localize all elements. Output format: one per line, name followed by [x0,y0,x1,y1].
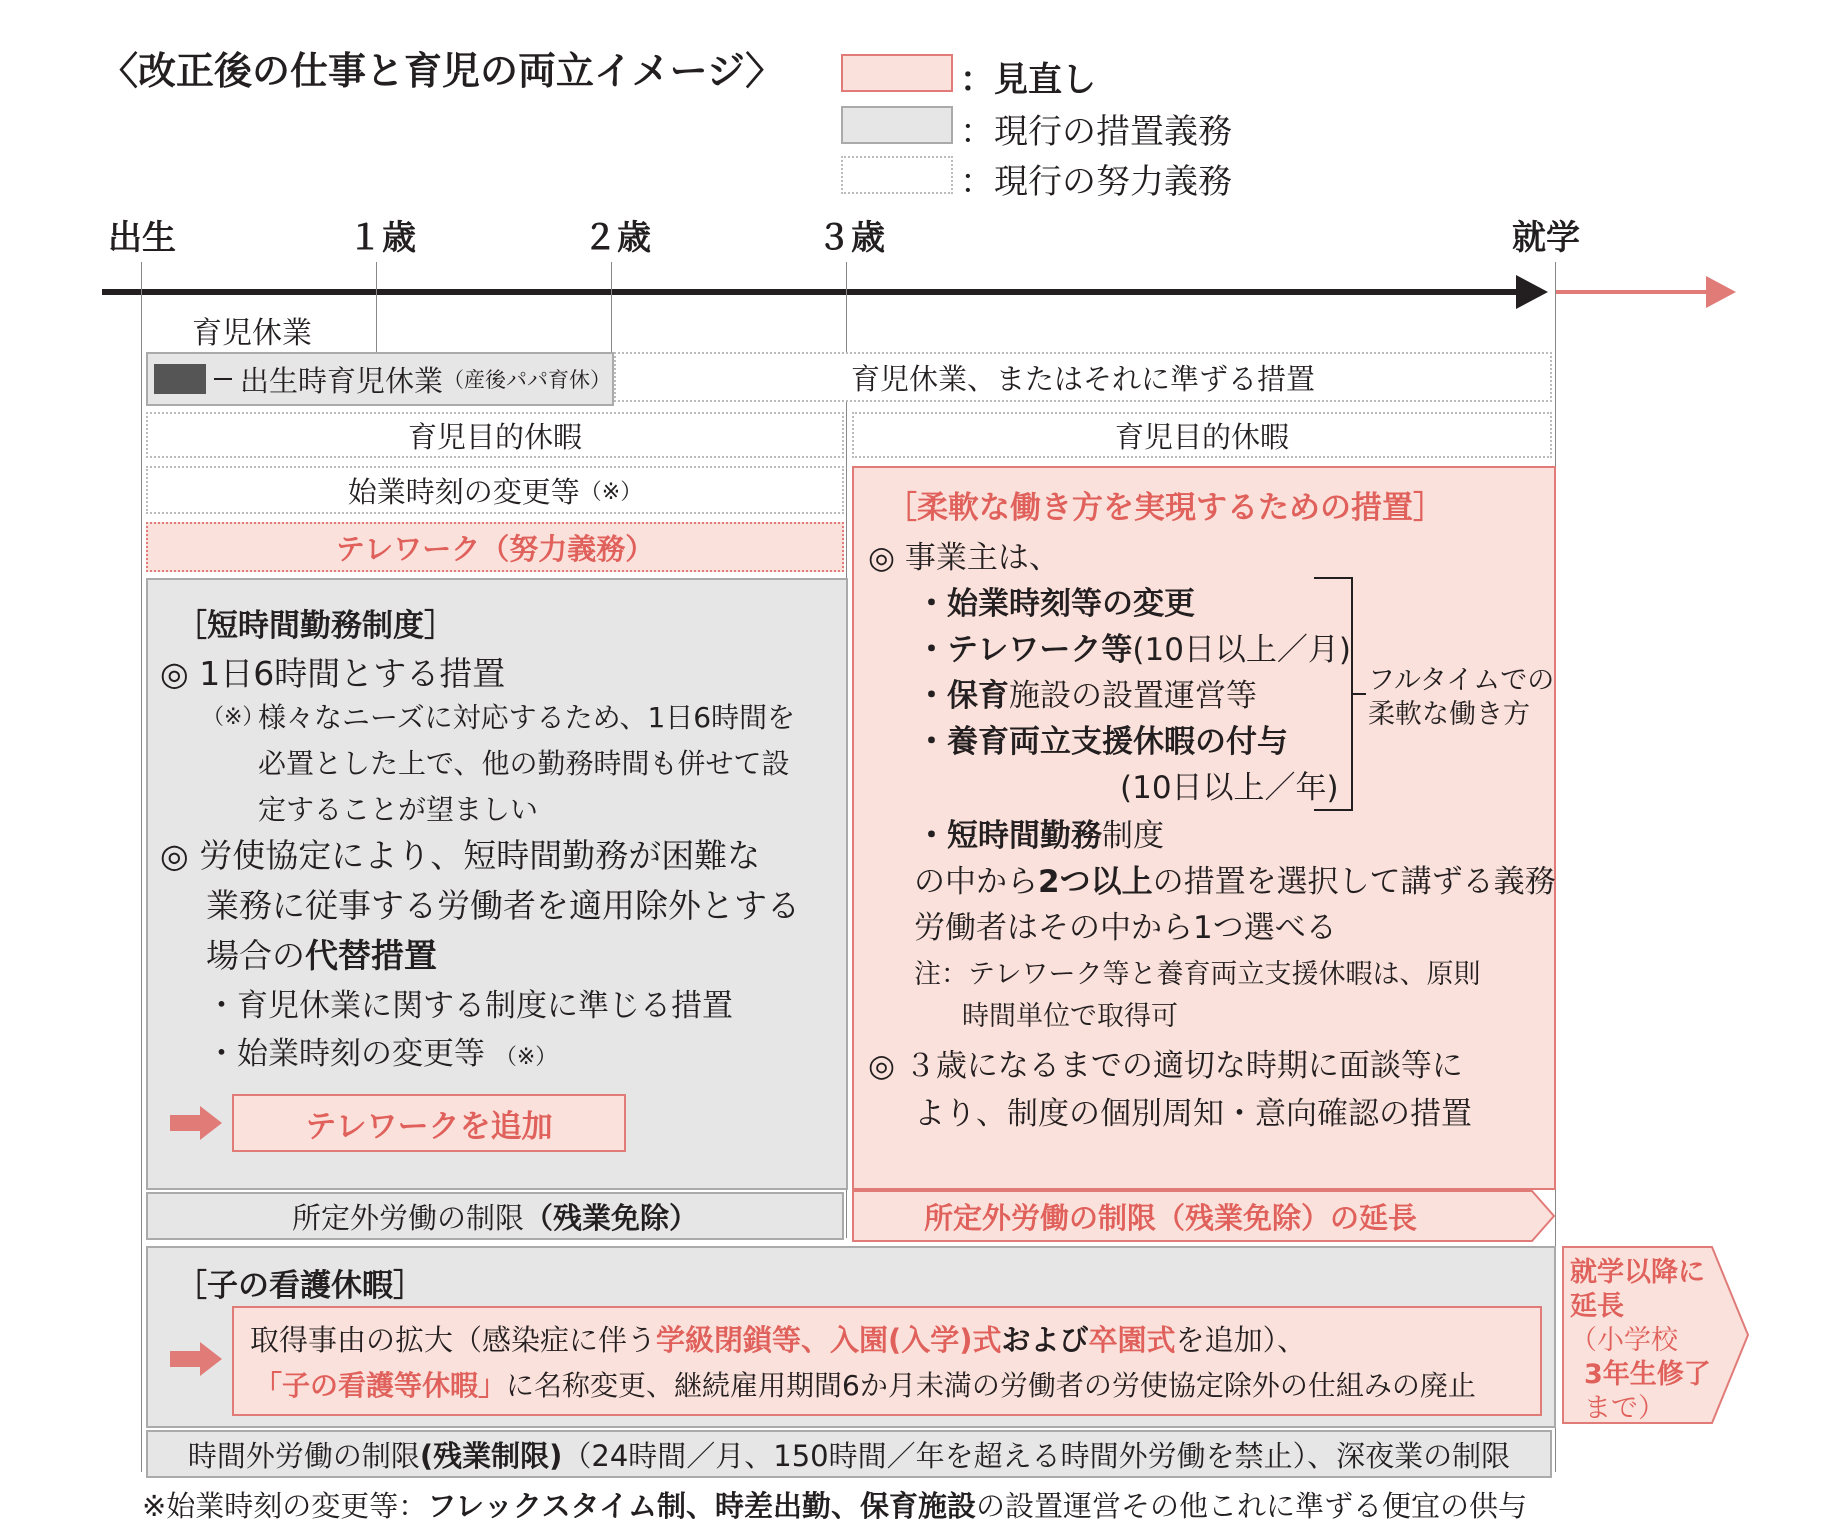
footnote-b: フレックスタイム制、時差出勤、保育施設 [427,1489,976,1523]
timeline-school: 就学 [1512,218,1580,258]
short-time-sub2-row [206,1028,557,1073]
flexible-note-line1: 注：テレワーク等と養育両立支援休暇は、原則 [914,959,1481,990]
legend-label-mandatory: ：現行の措置義務 [960,112,1232,152]
flexible-opt3-rest: 施設の設置運営等 [1009,678,1257,714]
flexible-duty-c: の措置を選択して講ずる義務 [1152,864,1556,900]
page-title: 〈改正後の仕事と育児の両立イメージ〉 [100,49,784,93]
short-time-item2-line1: ◎ 労使協定により、短時間勤務が困難な [160,836,761,875]
short-time-item1: ◎ 1日6時間とする措置 [160,654,506,693]
arrow-right-icon [170,1106,222,1140]
telework-effort-bar: テレワーク（努力義務） [146,522,844,572]
legend-label-effort: ：現行の努力義務 [960,162,1232,202]
flexible-opt3: ・保育 [916,678,1009,714]
flexible-duty-row [914,856,1556,901]
timeline-axis [0,0,1836,320]
sick-care-line1-e: を追加）、 [1175,1323,1307,1357]
childcare-leave-equivalent: 育児休業、またはそれに準ずる措置 [614,352,1552,402]
sick-care-line1-a: 取得事由の拡大（感染症に伴う [250,1323,657,1357]
flexible-opt2: ・テレワーク等 [916,632,1133,668]
flexible-interview-line2: より、制度の個別周知・意向確認の措置 [914,1096,1472,1132]
flexible-opt2-rest: (10日以上／月) [1132,632,1352,668]
arrow-right-icon [170,1342,222,1376]
overtime-exemption-left [146,1192,844,1240]
flexible-heading: ［柔軟な働き方を実現するための措置］ [886,490,1444,526]
sick-care-line2-a: 「子の看護等休暇」 [254,1369,507,1402]
flexible-choose: 労働者はその中から1つ選べる [914,910,1337,946]
extension-line2: 延長 [1570,1291,1624,1322]
sick-care-line2 [254,1364,1476,1404]
overtime-limit-bar [146,1430,1552,1478]
sick-care-line2-b: に名称変更、継続雇用期間6か月未満の労働者の労使協定除外の仕組みの廃止 [506,1369,1476,1402]
start-time-change-bar [146,466,844,514]
sick-care-line1-b: 学級閉鎖等、入園(入学)式 [656,1323,1002,1357]
extension-line3: （小学校 [1570,1325,1678,1356]
sick-care-line1-c: および [1001,1323,1089,1357]
flexible-opt5-row [916,810,1164,855]
flexible-interview-line1: ◎ ３歳になるまでの適切な時期に面談等に [868,1048,1463,1084]
timeline-age2: ２歳 [583,218,651,258]
legend-label-revision: ：見直し [960,60,1096,100]
extension-line1: 就学以降に [1570,1257,1705,1288]
birth-leave-bar [146,352,614,406]
overtime-left-b: （残業免除） [524,1200,699,1235]
fulltime-label-line2: 柔軟な働き方 [1368,699,1530,730]
footnote-a: ※始業時刻の変更等： [142,1489,428,1523]
flexible-opt2-row [916,624,1351,669]
birth-leave-main: 出生時育児休業 [240,363,444,398]
birth-leave-note: （産後パパ育休） [443,368,612,392]
overtime-left-a: 所定外労働の制限 [291,1200,524,1235]
childcare-leave-label: 育児休業 [192,316,312,351]
short-time-note-line2: 必置とした上で、他の勤務時間も併せて設 [258,747,790,780]
flexible-duty-a: の中から [914,864,1038,900]
flexible-opt4-rest: (10日以上／年) [1120,770,1339,806]
short-time-item2-line3 [206,930,437,977]
guide-line-birth [141,262,142,1472]
short-time-note-line1: 様々なニーズに対応するため、1日6時間を [258,701,796,734]
short-time-item2-line2: 業務に従事する労働者を適用除外とする [206,886,800,925]
sick-care-line1-d: 卒園式 [1088,1323,1176,1357]
overtime-limit-a: 時間外労働の制限 [187,1438,420,1473]
flexible-opt3-row [916,670,1257,715]
short-time-sub2-note: （※） [494,1045,558,1070]
flexible-opt5-rest: 制度 [1102,818,1164,854]
short-time-note-line3: 定することが望ましい [258,793,539,826]
flexible-opt5: ・短時間勤務 [916,818,1102,854]
extension-line4: 3年生修了 [1584,1359,1711,1390]
birth-leave-mark [154,364,206,394]
short-time-sub2: ・始業時刻の変更等 [206,1036,485,1072]
start-time-change-note: （※） [579,479,643,505]
fulltime-bracket [1310,576,1370,816]
flexible-employer: ◎ 事業主は、 [868,540,1060,576]
short-time-sub1: ・育児休業に関する制度に準じる措置 [206,988,733,1024]
flexible-opt1: ・始業時刻等の変更 [916,586,1195,622]
sick-care-line1 [250,1318,1306,1359]
timeline-age3: ３歳 [817,218,885,258]
flexible-duty-b: 2つ以上 [1038,864,1153,900]
flexible-opt4: ・養育両立支援休暇の付与 [916,724,1288,760]
footnote [142,1484,1527,1525]
footnote-c: の設置運営その他これに準ずる便宜の供与 [976,1489,1528,1523]
overtime-limit-b: (残業制限) [419,1438,563,1473]
flexible-note-line2: 時間単位で取得可 [962,1001,1178,1032]
purpose-leave-right: 育児目的休暇 [852,412,1552,458]
short-time-note-mark: （※） [202,705,265,730]
short-time-item2-line3a: 場合の [206,936,305,975]
fulltime-label-line1: フルタイムでの [1368,665,1555,696]
purpose-leave-left: 育児目的休暇 [146,412,844,458]
timeline-age1: １歳 [348,218,416,258]
short-time-heading: ［短時間勤務制度］ [176,608,455,644]
overtime-limit-c: （24時間／月、150時間／年を超える時間外労働を禁止）、深夜業の制限 [562,1438,1511,1473]
timeline-birth: 出生 [108,218,176,258]
sick-care-heading: ［子の看護休暇］ [176,1268,424,1304]
birth-leave-dash [214,378,232,380]
overtime-extension-label: 所定外労働の制限（残業免除）の延長 [924,1200,1418,1235]
start-time-change-label: 始業時刻の変更等 [347,474,580,509]
add-telework-box: テレワークを追加 [232,1094,626,1152]
short-time-substitute: 代替措置 [305,936,437,975]
extension-line5: まで） [1584,1393,1665,1424]
